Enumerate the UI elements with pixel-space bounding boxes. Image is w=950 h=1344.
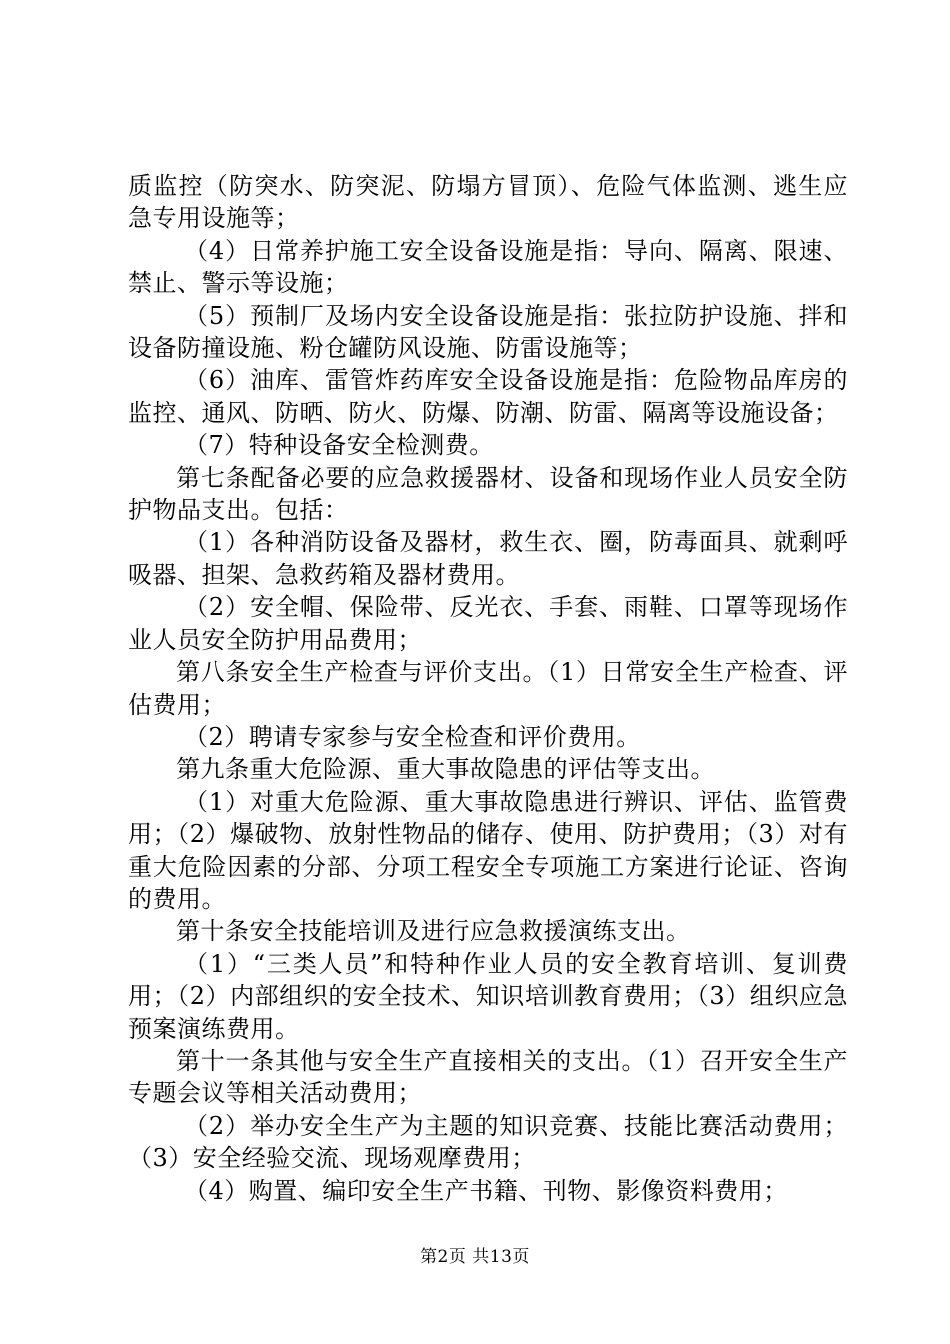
article-9-items: （1）对重大危险源、重大事故隐患进行辨识、评估、监管费用；（2）爆破物、放射性物品的储存、使用、防护费用；（3）对有重大危险因素的分部、分项工程安全专项施工方案进行论证、咨询的费用。 (128, 787, 848, 913)
article-8-heading: 第八条安全生产检查与评价支出。（1）日常安全生产检查、评估费用； (128, 658, 848, 719)
article-7-item-2: （2）安全帽、保险带、反光衣、手套、雨鞋、口罩等现场作业人员安全防护用品费用； (128, 593, 848, 654)
paragraph-item-6: （6）油库、雷管炸药库安全设备设施是指：危险物品库房的监控、通风、防晒、防火、防爆、防潮、防雷、隔离等设施设备； (128, 366, 848, 427)
article-7-heading: 第七条配备必要的应急救援器材、设备和现场作业人员安全防护物品支出。包括： (128, 463, 848, 525)
document-body (128, 170, 848, 1207)
article-11-heading: 第十一条其他与安全生产直接相关的支出。（1）召开安全生产专题会议等相关活动费用； (128, 1046, 848, 1108)
article-9-heading: 第九条重大危险源、重大事故隐患的评估等支出。 (176, 755, 715, 784)
article-8-item-2: （2）聘请专家参与安全检查和评价费用。 (184, 722, 641, 751)
page-number-footer: 第2页 共13页 (420, 1247, 530, 1267)
article-11-items-2-3: （2）举办安全生产为主题的知识竞赛、技能比赛活动费用；（3）安全经验交流、现场观摩费用； (128, 1111, 848, 1173)
paragraph-continuation: 质监控（防突水、防突泥、防塌方冒顶）、危险气体监测、逃生应急专用设施等； (128, 172, 848, 233)
paragraph-item-7: （7）特种设备安全检测费。 (184, 431, 494, 460)
article-10-items: （1）“三类人员”和特种作业人员的安全教育培训、复训费用；（2）内部组织的安全技术、知识培训教育费用；（3）组织应急预案演练费用。 (128, 949, 848, 1043)
paragraph-item-4: （4）日常养护施工安全设备设施是指：导向、隔离、限速、禁止、警示等设施； (128, 236, 848, 298)
article-11-item-4: （4）购置、编印安全生产书籍、刊物、影像资料费用； (184, 1176, 788, 1205)
article-7-item-1: （1）各种消防设备及器材，救生衣、圈，防毒面具、就剩呼吸器、担架、急救药箱及器材费用。 (128, 528, 848, 589)
article-10-heading: 第十条安全技能培训及进行应急救援演练支出。 (176, 917, 691, 946)
paragraph-item-5: （5）预制厂及场内安全设备设施是指：张拉防护设施、拌和设备防撞设施、粉仓罐防风设施、防雷设施等； (128, 301, 848, 363)
